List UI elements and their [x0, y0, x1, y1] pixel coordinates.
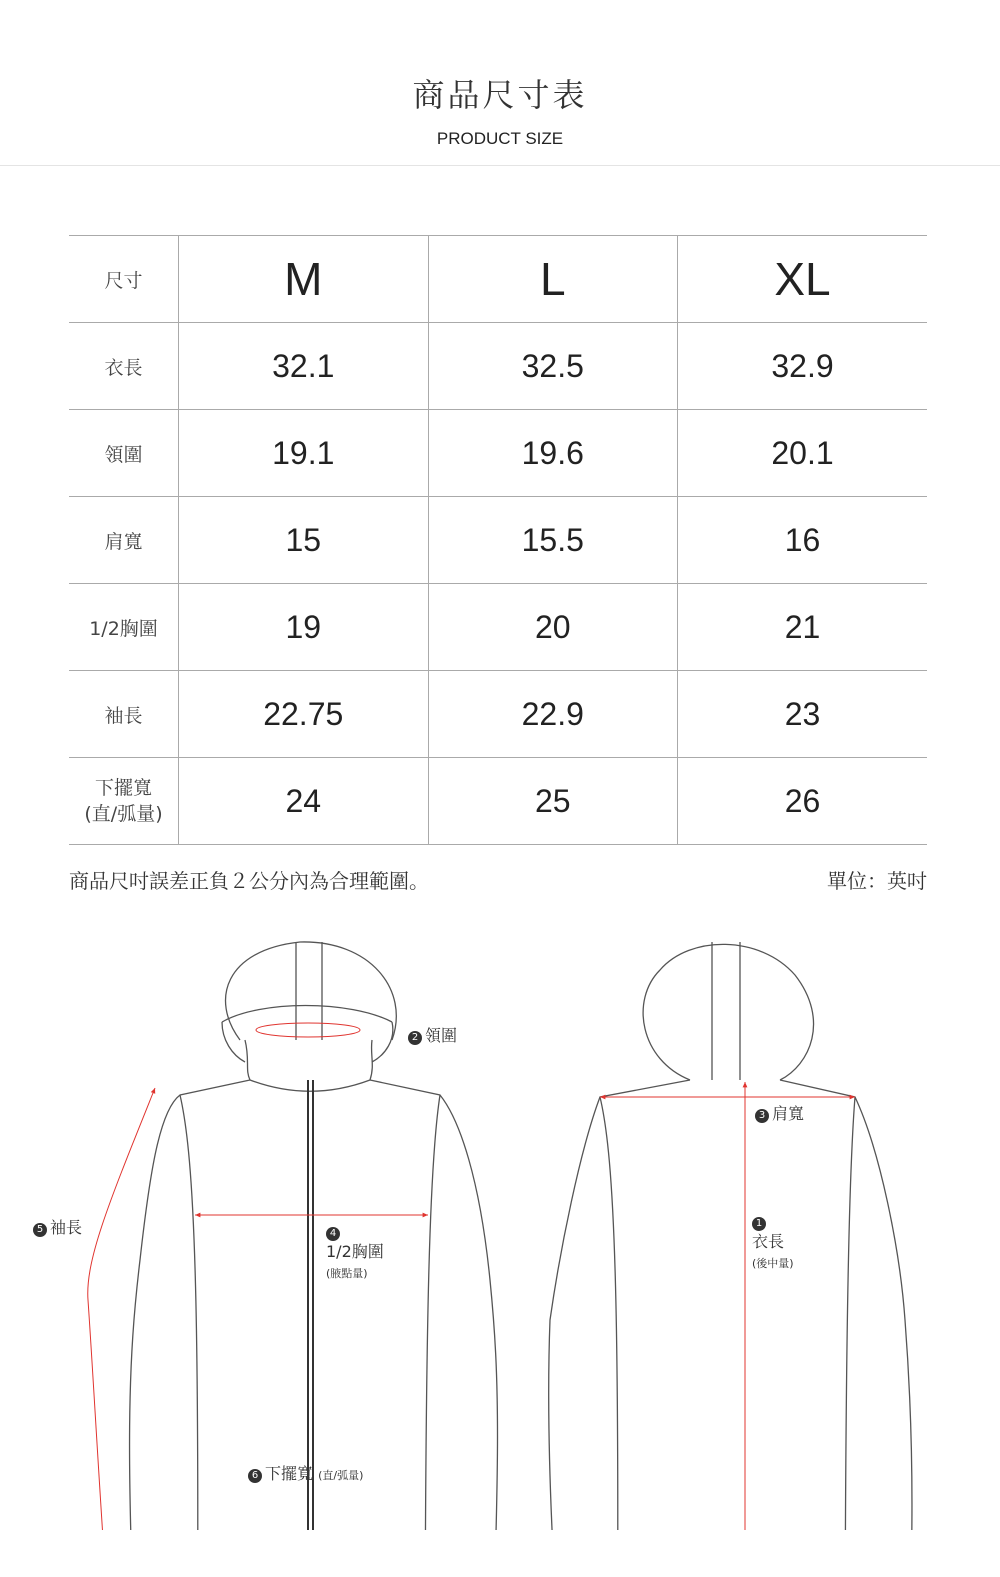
page-title: 商品尺寸表 [412, 76, 588, 114]
callout-chest-label: 1/2胸圍 [326, 1242, 384, 1261]
table-cell: 22.9 [428, 671, 678, 758]
table-cell: 32.5 [428, 323, 678, 410]
row-label-hem [69, 758, 179, 845]
row-label-collar: 領圍 [69, 410, 179, 497]
row-label-hem-main: 下擺寬 [94, 777, 152, 799]
size-header-m: M [179, 236, 429, 323]
table-row [69, 758, 927, 845]
table-cell: 19 [179, 584, 429, 671]
callout-sleeve-label: 袖長 [50, 1218, 83, 1237]
callout-length-sub: (後中量) [752, 1257, 794, 1270]
table-cell: 20 [428, 584, 678, 671]
size-table [69, 235, 927, 845]
table-cell: 16 [678, 497, 928, 584]
unit-note: 單位：英吋 [827, 869, 927, 893]
callout-collar-number: 2 [408, 1031, 422, 1045]
collar-measure-line [256, 1023, 360, 1037]
corner-label: 尺寸 [69, 236, 179, 323]
table-cell: 19.1 [179, 410, 429, 497]
callout-hem-number: 6 [248, 1469, 262, 1483]
table-cell: 26 [678, 758, 928, 845]
callout-hem-sub: (直/弧量) [318, 1469, 364, 1482]
tolerance-note: 商品尺吋誤差正負２公分內為合理範圍。 [69, 869, 429, 893]
sleeve-measure-line [88, 1088, 155, 1530]
callout-sleeve-number: 5 [33, 1223, 47, 1237]
callout-chest-sub: (腋點量) [326, 1267, 368, 1280]
callout-length-label: 衣長 [752, 1232, 785, 1251]
header-divider [0, 165, 1000, 166]
size-header-row [69, 236, 927, 323]
table-row [69, 410, 927, 497]
table-cell: 15.5 [428, 497, 678, 584]
table-cell: 21 [678, 584, 928, 671]
jacket-back-outline [549, 942, 912, 1530]
callout-shoulder-number: 3 [755, 1109, 769, 1123]
callout-collar [408, 1026, 457, 1046]
callout-shoulder [755, 1104, 804, 1124]
callout-sleeve [33, 1218, 82, 1238]
jacket-diagram [0, 930, 1000, 1530]
table-cell: 32.1 [179, 323, 429, 410]
row-label-hem-sub: (直/弧量) [84, 803, 163, 825]
page-subtitle: PRODUCT SIZE [436, 129, 564, 148]
table-cell: 25 [428, 758, 678, 845]
table-cell: 19.6 [428, 410, 678, 497]
callout-length [752, 1212, 794, 1274]
callout-hem-label: 下擺寬 [265, 1464, 314, 1483]
callout-chest [326, 1222, 384, 1284]
row-label-sleeve: 袖長 [69, 671, 179, 758]
callout-hem [248, 1464, 363, 1486]
table-cell: 22.75 [179, 671, 429, 758]
callout-collar-label: 領圍 [425, 1026, 458, 1045]
size-header-l: L [428, 236, 678, 323]
callout-chest-number: 4 [326, 1227, 340, 1241]
table-cell: 24 [179, 758, 429, 845]
table-cell: 23 [678, 671, 928, 758]
callout-shoulder-label: 肩寬 [772, 1104, 805, 1123]
row-label-chest: 1/2胸圍 [69, 584, 179, 671]
row-label-shoulder: 肩寬 [69, 497, 179, 584]
callout-length-number: 1 [752, 1217, 766, 1231]
table-cell: 20.1 [678, 410, 928, 497]
row-label-length: 衣長 [69, 323, 179, 410]
table-row [69, 671, 927, 758]
table-cell: 15 [179, 497, 429, 584]
table-cell: 32.9 [678, 323, 928, 410]
size-header-xl: XL [678, 236, 928, 323]
table-row [69, 323, 927, 410]
table-row [69, 497, 927, 584]
measure-lines [88, 1023, 855, 1530]
table-row [69, 584, 927, 671]
